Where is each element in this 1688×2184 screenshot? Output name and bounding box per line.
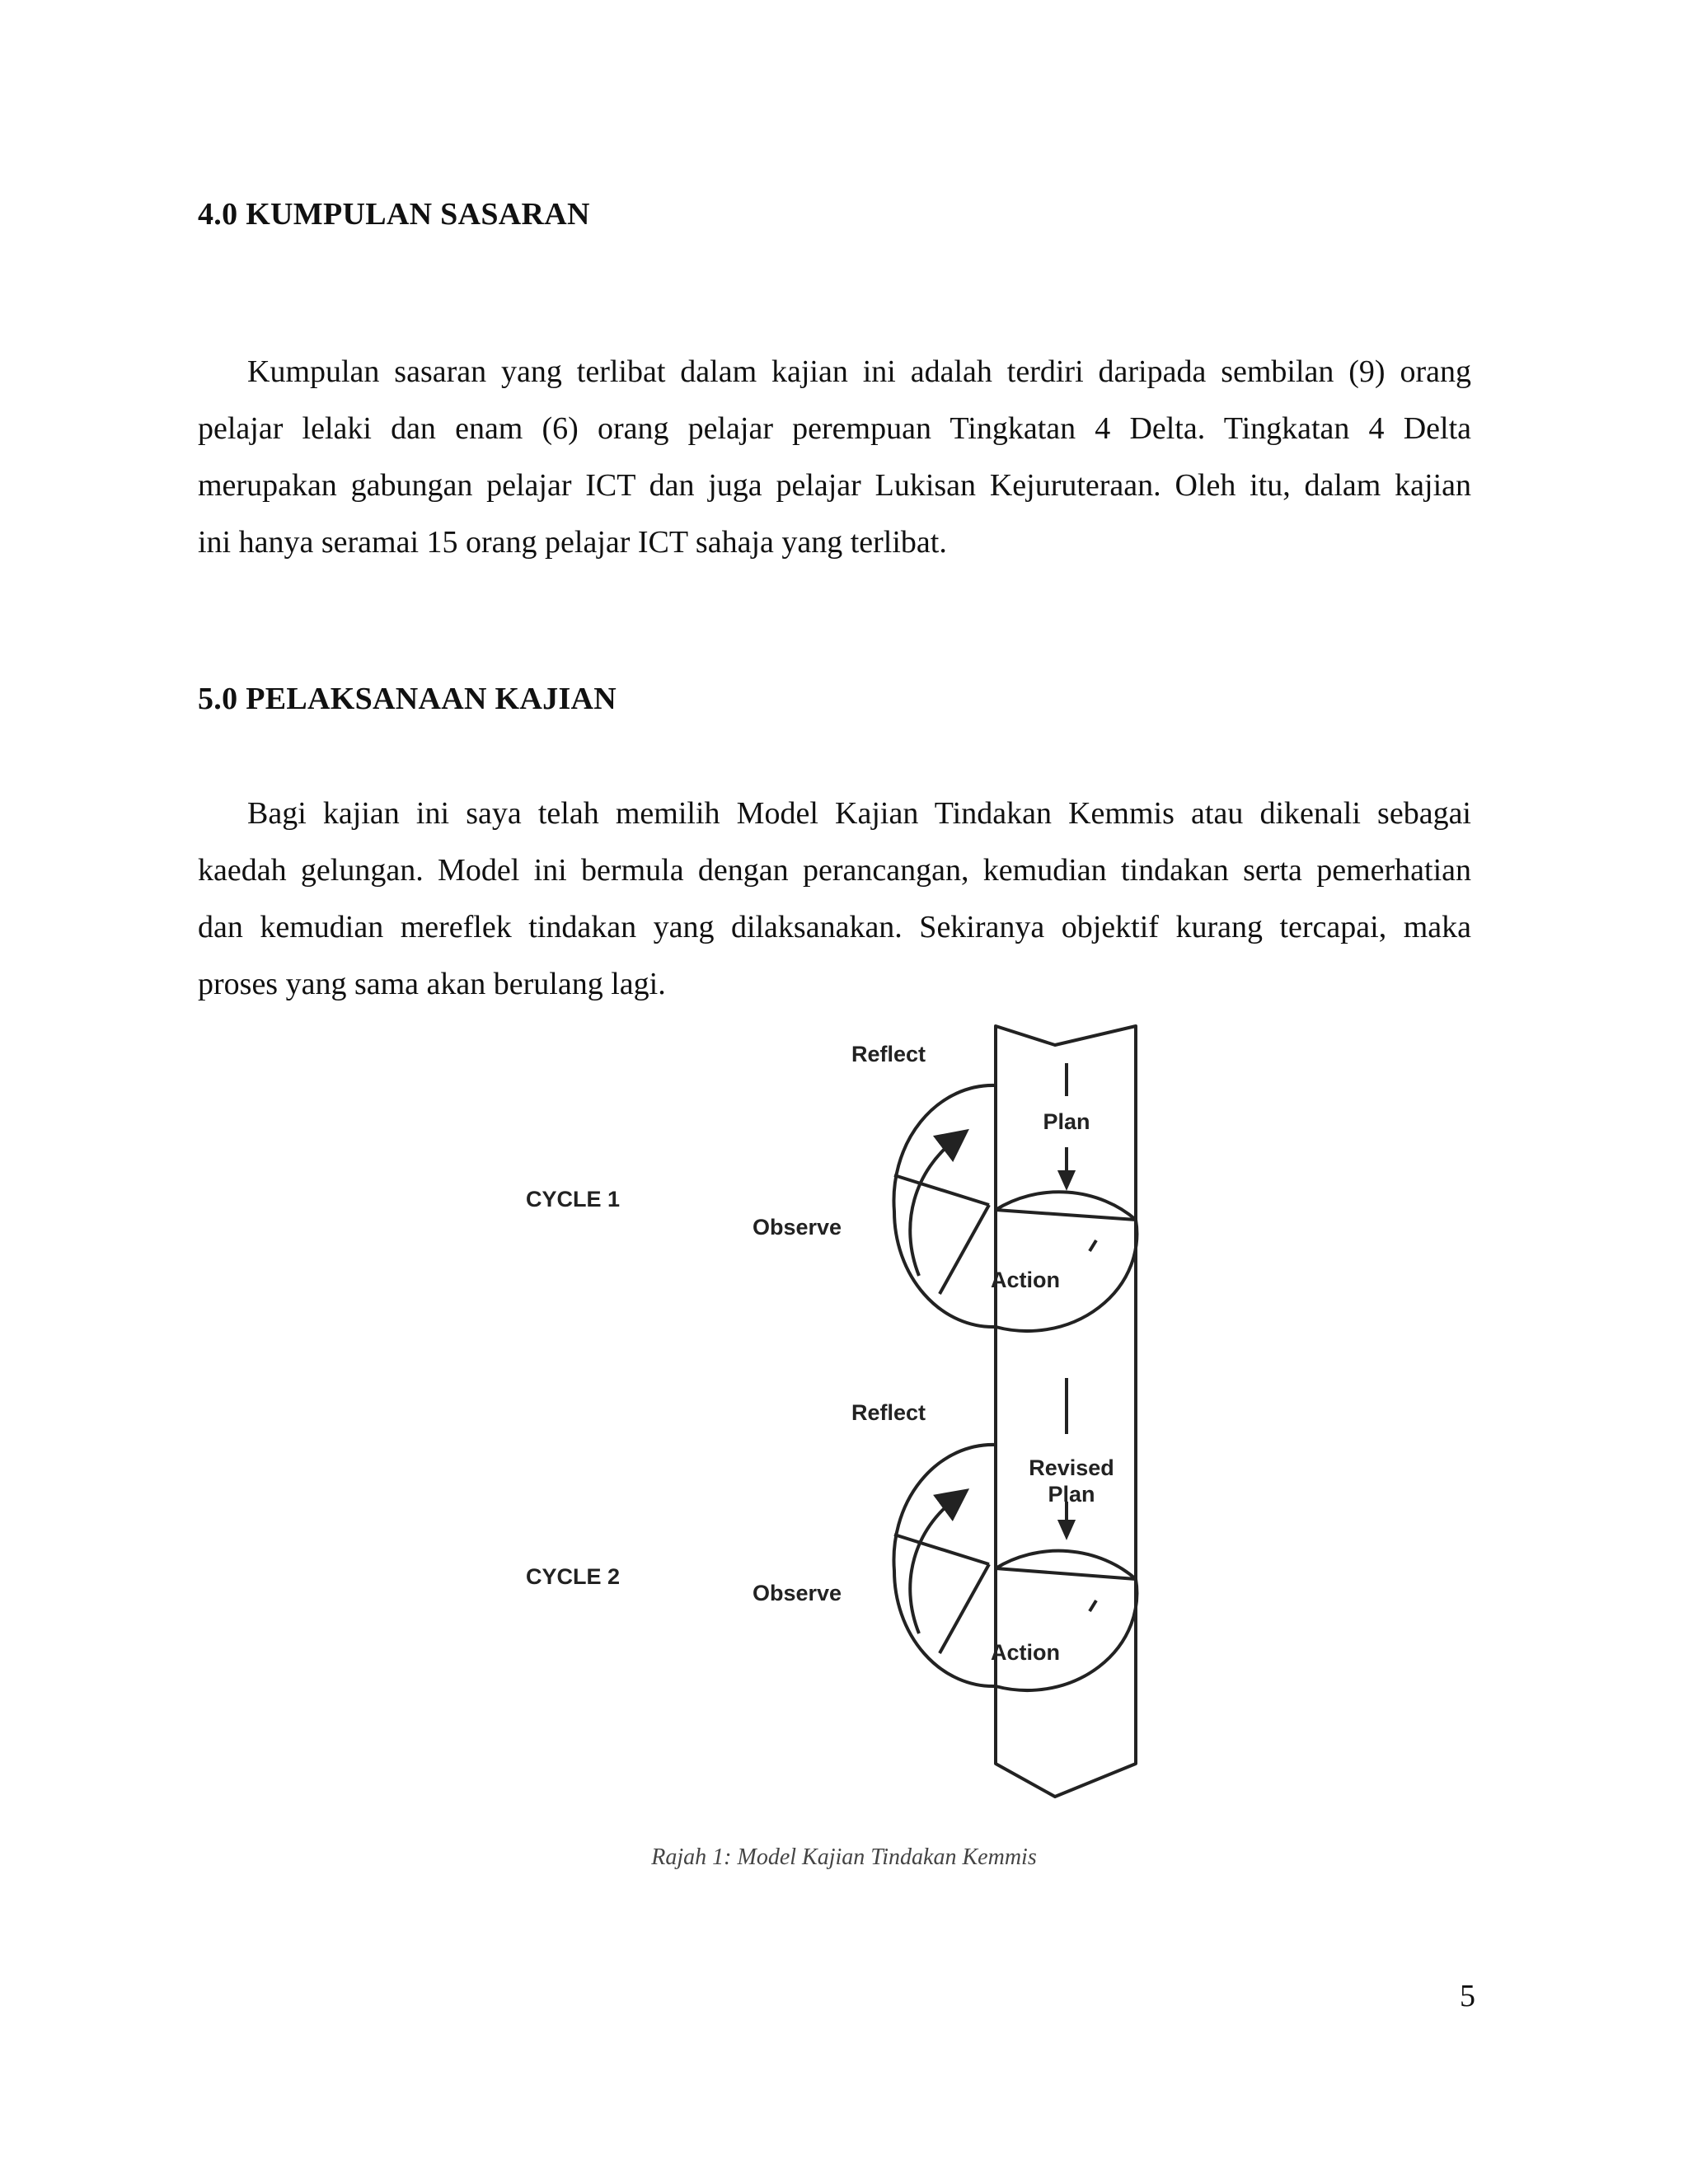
action-tick-2	[1090, 1601, 1096, 1611]
cycle-2-action-divider	[940, 1564, 989, 1653]
figure-caption: Rajah 1: Model Kajian Tindakan Kemmis	[651, 1844, 1037, 1870]
cycle-1-divider	[996, 1210, 1136, 1220]
cycle-1-plan-label: Plan	[1043, 1109, 1090, 1134]
paragraph-line: pelajar lelaki dan enam (6) orang pelajar perempuan Tingkatan 4 Delta. Tingkatan 4 Delta	[198, 411, 1471, 446]
section-4-heading: 4.0 KUMPULAN SASARAN	[198, 197, 590, 232]
paragraph-line: Kumpulan sasaran yang terlibat dalam kajian ini adalah terdiri daripada sembilan (9) orang	[247, 354, 1471, 389]
cycle-2-observe-divider	[894, 1535, 989, 1564]
cycle-2-label: CYCLE 2	[526, 1564, 621, 1589]
cycle-1-curved-arrow	[910, 1139, 956, 1276]
cycle-1-action-label: Action	[991, 1268, 1060, 1292]
cycle-1-action-divider	[940, 1205, 989, 1294]
cycle-2-curved-arrow	[910, 1498, 956, 1633]
action-tick-1	[1090, 1240, 1096, 1251]
cycle-2-plan-label: Plan	[1048, 1482, 1095, 1507]
section-5-heading: 5.0 PELAKSANAAN KAJIAN	[198, 682, 617, 716]
paragraph-line: Bagi kajian ini saya telah memilih Model Kajian Tindakan Kemmis atau dikenali sebagai	[247, 796, 1471, 831]
cycle-2-revised-label: Revised	[1029, 1455, 1114, 1480]
cycle-2-divider	[996, 1568, 1136, 1579]
cycle-2-action-label: Action	[991, 1640, 1060, 1665]
paragraph-line: merupakan gabungan pelajar ICT dan juga pelajar Lukisan Kejuruteraan. Oleh itu, dalam kajian	[198, 468, 1471, 503]
cycle-1-label: CYCLE 1	[526, 1187, 621, 1212]
cycle-1-observe-divider	[894, 1175, 989, 1205]
page-number: 5	[1460, 1979, 1475, 2013]
paragraph-line: dan kemudian mereflek tindakan yang dilaksanakan. Sekiranya objektif kurang tercapai, maka	[198, 910, 1471, 944]
cycle-1-observe-label: Observe	[753, 1215, 842, 1240]
cycle-2-reflect-label: Reflect	[851, 1400, 926, 1425]
paragraph-line: ini hanya seramai 15 orang pelajar ICT sahaja yang terlibat.	[198, 525, 947, 560]
paragraph-line: kaedah gelungan. Model ini bermula dengan perancangan, kemudian tindakan serta pemerhatian	[198, 853, 1471, 888]
cycle-1-reflect-label: Reflect	[851, 1042, 926, 1066]
cycle-2-observe-label: Observe	[753, 1581, 842, 1605]
plan-arrow-head	[1060, 1172, 1073, 1187]
cycle-1-spiral	[893, 1085, 1137, 1331]
section-5-paragraph	[198, 785, 1471, 1013]
kemmis-model-diagram	[495, 1014, 1203, 1838]
paragraph-line: proses yang sama akan berulang lagi.	[198, 967, 666, 1001]
section-4-paragraph	[198, 344, 1471, 571]
revised-plan-arrow-head	[1060, 1521, 1073, 1536]
